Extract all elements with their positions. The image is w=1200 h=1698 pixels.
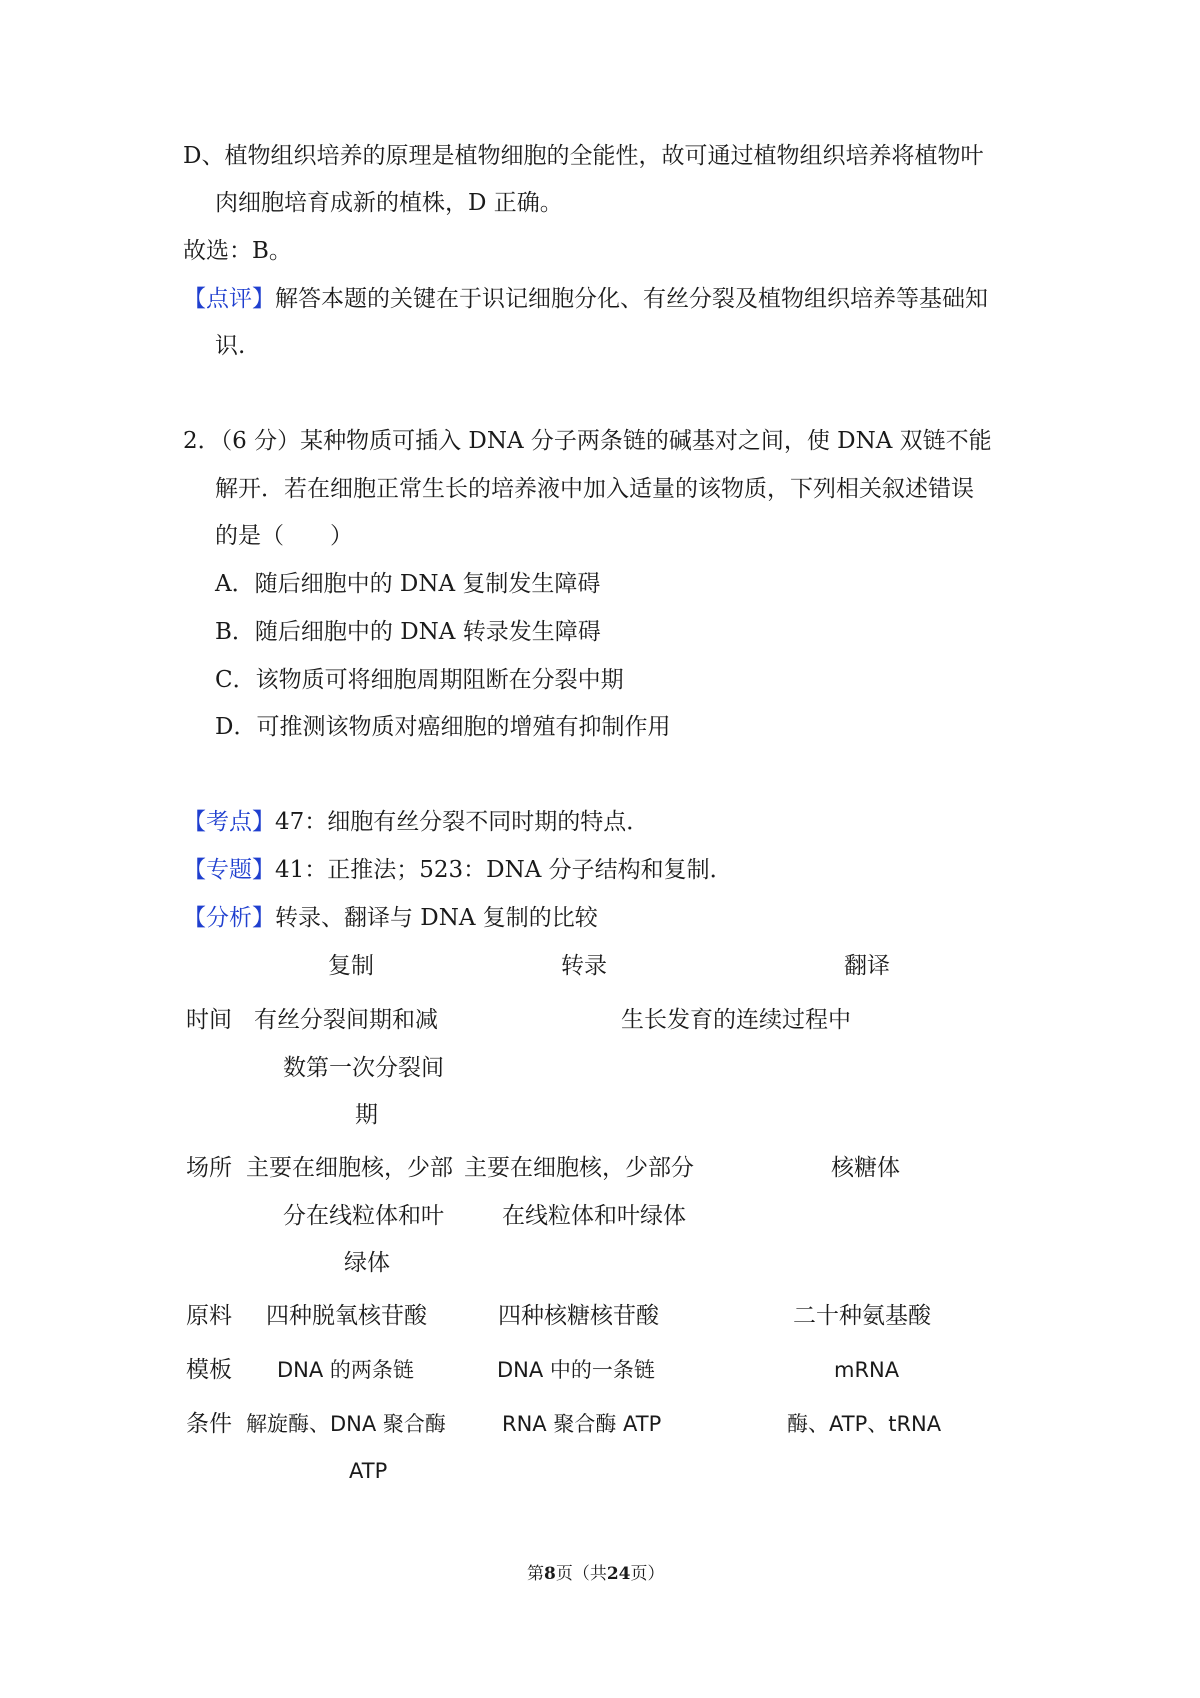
row-label-place: 场所 [186, 1155, 232, 1181]
kaodian-line [183, 807, 649, 837]
option-b: B．随后细胞中的 DNA 转录发生障碍 [215, 619, 601, 645]
kaodian-text: 47：细胞有丝分裂不同时期的特点． [275, 809, 650, 835]
row-label-time: 时间 [186, 1007, 232, 1033]
condition-translation: 酶、ATP、tRNA [787, 1412, 942, 1436]
footer-suffix: 页） [630, 1564, 665, 1584]
place-transcription-line2: 在线粒体和叶绿体 [502, 1203, 686, 1229]
header-translation: 翻译 [844, 953, 890, 979]
comment-line2: 识. [215, 333, 246, 359]
time-replication-line3: 期 [355, 1102, 378, 1128]
fenxi-line [183, 903, 598, 933]
template-transcription: DNA 中的一条链 [497, 1358, 655, 1382]
time-replication-line1: 有丝分裂间期和减 [254, 1007, 438, 1033]
row-label-condition: 条件 [186, 1411, 232, 1437]
row-label-material: 原料 [186, 1303, 232, 1329]
option-c: C．该物质可将细胞周期阻断在分裂中期 [215, 667, 624, 693]
kaodian-tag: 【考点】 [183, 809, 275, 835]
material-replication: 四种脱氧核苷酸 [266, 1303, 427, 1329]
place-replication-line3: 绿体 [344, 1250, 390, 1276]
zhuanti-line [183, 855, 733, 885]
question-stem-line1: 2．（6 分）某种物质可插入 DNA 分子两条链的碱基对之间，使 DNA 双链不能 [183, 428, 992, 454]
material-transcription: 四种核糖核苷酸 [498, 1303, 659, 1329]
footer-page-number: 8 [544, 1564, 556, 1584]
zhuanti-tag: 【专题】 [183, 857, 275, 883]
comment-text: 解答本题的关键在于识记细胞分化、有丝分裂及植物组织培养等基础知 [275, 286, 988, 312]
place-transcription-line1: 主要在细胞核，少部分 [464, 1155, 694, 1181]
header-transcription: 转录 [561, 953, 607, 979]
condition-transcription: RNA 聚合酶 ATP [502, 1412, 662, 1436]
material-translation: 二十种氨基酸 [793, 1303, 931, 1329]
time-shared: 生长发育的连续过程中 [621, 1007, 851, 1033]
footer-total-pages: 24 [606, 1564, 631, 1584]
option-d: D．可推测该物质对癌细胞的增殖有抑制作用 [215, 714, 671, 740]
fenxi-text: 转录、翻译与 DNA 复制的比较 [275, 905, 598, 931]
footer-prefix: 第 [527, 1564, 544, 1584]
template-replication: DNA 的两条链 [277, 1358, 414, 1382]
condition-replication-line2: ATP [349, 1459, 388, 1483]
option-d-explanation-line2: 肉细胞培育成新的植株，D 正确。 [215, 190, 563, 216]
place-replication-line2: 分在线粒体和叶 [283, 1203, 444, 1229]
footer-middle: 页（共 [555, 1564, 607, 1584]
time-replication-line2: 数第一次分裂间 [283, 1055, 444, 1081]
answer-line: 故选：B。 [183, 238, 292, 264]
zhuanti-text: 41：正推法；523：DNA 分子结构和复制． [275, 857, 733, 883]
question-stem-line2: 解开．若在细胞正常生长的培养液中加入适量的该物质，下列相关叙述错误 [215, 476, 974, 502]
option-d-explanation-line1: D、植物组织培养的原理是植物细胞的全能性，故可通过植物组织培养将植物叶 [183, 143, 984, 169]
place-translation: 核糖体 [831, 1155, 900, 1181]
question-stem-line3: 的是（ ） [215, 523, 353, 549]
comment-line1 [183, 284, 988, 314]
header-replication: 复制 [328, 953, 374, 979]
place-replication-line1: 主要在细胞核，少部 [246, 1155, 453, 1181]
row-label-template: 模板 [186, 1357, 232, 1383]
page-footer [527, 1559, 665, 1589]
fenxi-tag: 【分析】 [183, 905, 275, 931]
condition-replication-line1: 解旋酶、DNA 聚合酶 [246, 1412, 446, 1436]
template-translation: mRNA [834, 1358, 900, 1382]
comment-tag: 【点评】 [183, 286, 275, 312]
option-a: A．随后细胞中的 DNA 复制发生障碍 [215, 571, 601, 597]
